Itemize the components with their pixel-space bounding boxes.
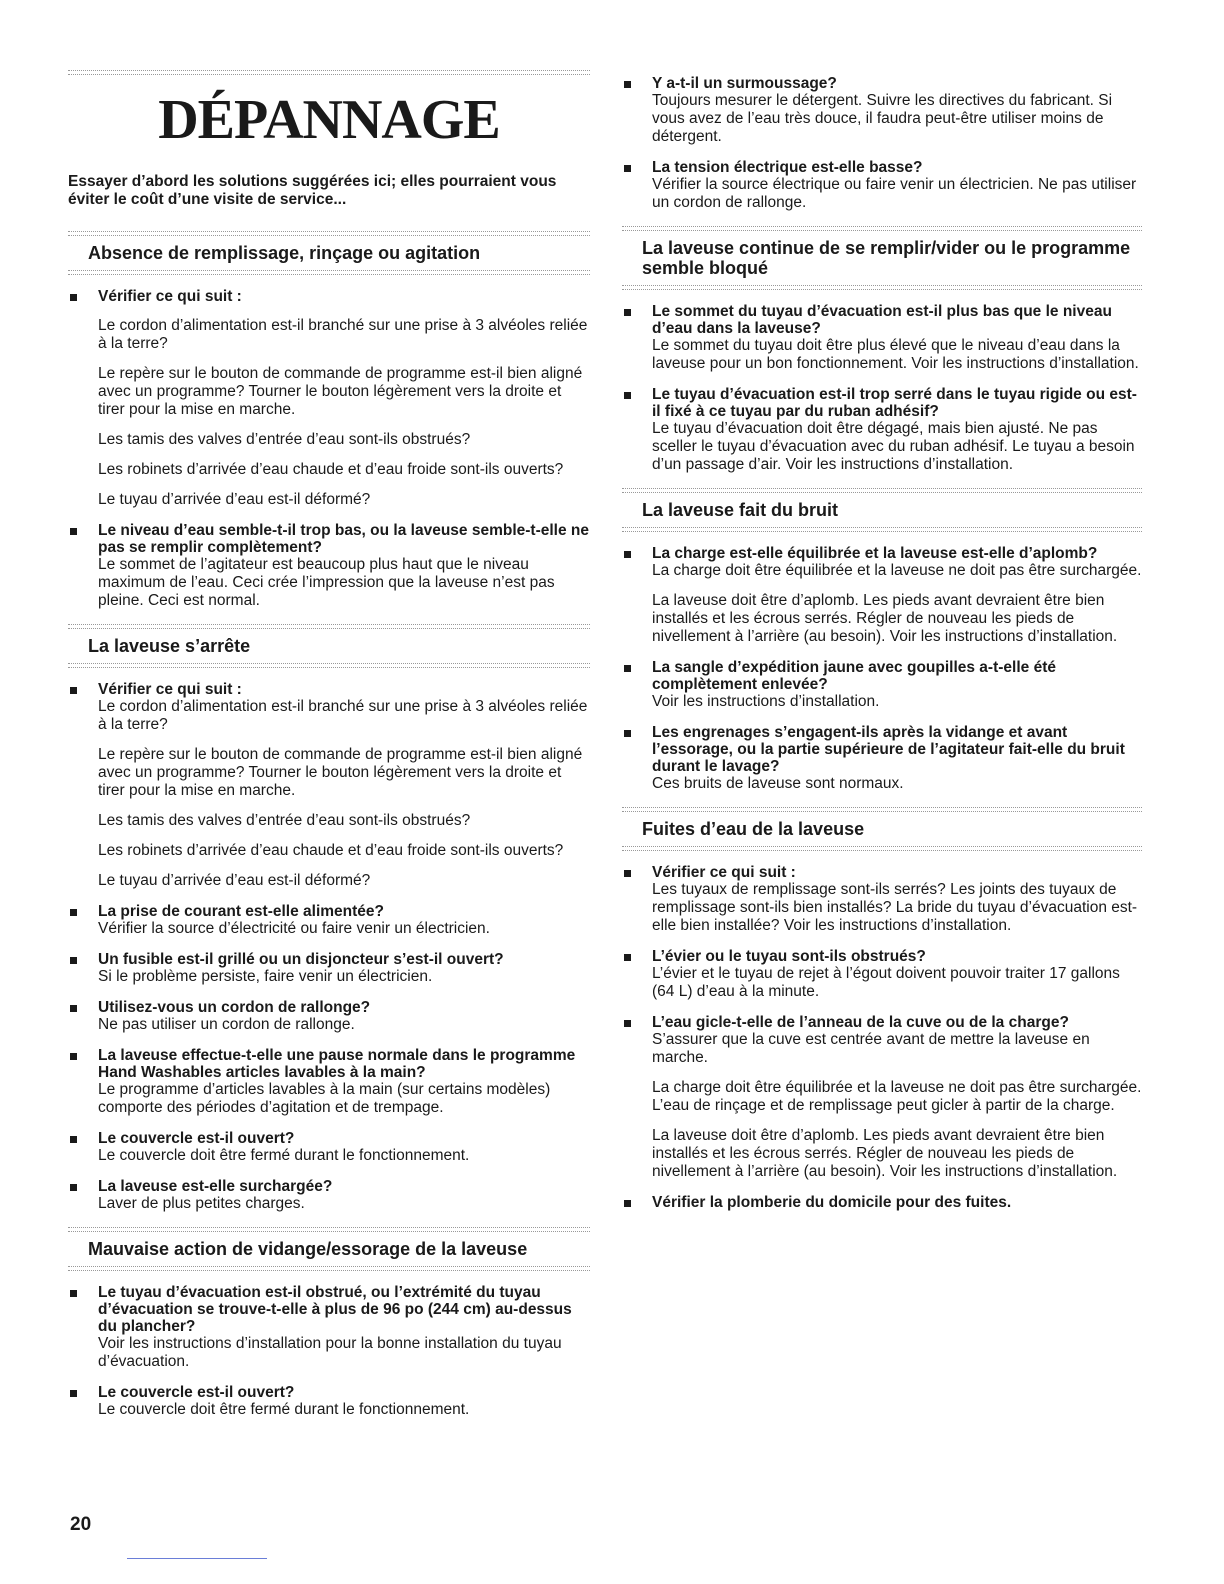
troubleshoot-item: [622, 159, 1142, 212]
item-paragraph: Le cordon d’alimentation est-il branché sur une prise à 3 alvéoles reliée à la terre?: [98, 317, 588, 352]
bullet-icon: [624, 870, 631, 877]
item-answer: Vérifier la source électrique ou faire venir un électricien. Ne pas utiliser un cordon de rallonge.: [652, 176, 1137, 211]
troubleshoot-item: [68, 1130, 590, 1165]
bullet-icon: [624, 551, 631, 558]
troubleshoot-item: [622, 545, 1142, 646]
troubleshoot-item: [68, 681, 590, 890]
troubleshoot-item: [68, 1284, 590, 1371]
bullet-icon: [70, 1390, 77, 1397]
troubleshoot-item: [622, 864, 1142, 935]
item-answer: Vérifier la source d’électricité ou faire venir un électricien.: [98, 920, 490, 937]
page-number: 20: [70, 1514, 92, 1535]
troubleshoot-item: [68, 903, 590, 938]
item-answer: Le sommet du tuyau doit être plus élevé que le niveau d’eau dans la laveuse pour un bon fonctionnement. Voir les instructions d’installation.: [652, 337, 1139, 372]
divider: [622, 285, 1142, 290]
section-heading: La laveuse continue de se remplir/vider ou le programme semble bloqué: [642, 238, 1131, 278]
troubleshoot-item: [622, 386, 1142, 474]
bullet-icon: [624, 1020, 631, 1027]
item-question: Le couvercle est-il ouvert?: [98, 1130, 295, 1147]
item-answer: Les tuyaux de remplissage sont-ils serrés? Les joints des tuyaux de remplissage sont-ils bien installés? La bride du tuyau d’évacuation est-elle bien installée? Voir les instructions d’installation.: [652, 881, 1138, 934]
section-heading: Fuites d’eau de la laveuse: [642, 819, 865, 839]
bullet-icon: [70, 957, 77, 964]
footer-line: [127, 1558, 267, 1559]
item-question: La prise de courant est-elle alimentée?: [98, 903, 384, 920]
item-answer: Toujours mesurer le détergent. Suivre les directives du fabricant. Si vous avez de l’eau très douce, il faudra peut-être utiliser moins de détergent.: [652, 92, 1113, 145]
troubleshoot-item: [622, 303, 1142, 373]
spacer: [68, 610, 590, 624]
item-question: La sangle d’expédition jaune avec goupilles a-t-elle été complètement enlevée?: [652, 659, 1056, 693]
troubleshoot-item: [68, 951, 590, 986]
section-heading: Absence de remplissage, rinçage ou agitation: [88, 243, 481, 263]
divider: [622, 846, 1142, 851]
intro-text: Essayer d’abord les solutions suggérées ici; elles pourraient vous éviter le coût d’une visite de service...: [68, 173, 557, 208]
bullet-icon: [70, 1053, 77, 1060]
bullet-icon: [70, 1136, 77, 1143]
left-column: [68, 0, 590, 1419]
bullet-icon: [70, 1184, 77, 1191]
item-answer: Ces bruits de laveuse sont normaux.: [652, 775, 904, 792]
item-paragraph: La laveuse doit être d’aplomb. Les pieds avant devraient être bien installés et les écrous serrés. Régler de nouveau les pieds de nivellement à l’arrière (au besoin). Voir les instructions d’installation.: [652, 1127, 1118, 1180]
item-question: Un fusible est-il grillé ou un disjoncteur s’est-il ouvert?: [98, 951, 504, 968]
item-answer: Voir les instructions d’installation.: [652, 693, 880, 710]
divider: [68, 270, 590, 275]
section-leaks: [622, 793, 1142, 1211]
item-answer: Ne pas utiliser un cordon de rallonge.: [98, 1016, 355, 1033]
troubleshoot-item: [68, 288, 590, 509]
item-answer: La charge doit être équilibrée et la laveuse ne doit pas être surchargée.: [652, 562, 1142, 579]
troubleshoot-item: [622, 724, 1142, 793]
item-paragraph: Le tuyau d’arrivée d’eau est-il déformé?: [98, 872, 371, 889]
item-question: Le tuyau d’évacuation est-il trop serré dans le tuyau rigide ou est-il fixé à ce tuyau par du ruban adhésif?: [652, 386, 1137, 420]
item-answer: Voir les instructions d’installation pour la bonne installation du tuyau d’évacuation.: [98, 1335, 562, 1370]
section-heading: La laveuse s’arrête: [88, 636, 251, 656]
right-column: [622, 0, 1142, 1211]
item-paragraph: Le repère sur le bouton de commande de programme est-il bien aligné avec un programme? Tourner le bouton légèrement vers la droite et tirer pour la mise en marche.: [98, 365, 583, 418]
item-question: L’évier ou le tuyau sont-ils obstrués?: [652, 948, 926, 965]
section-noise: [622, 474, 1142, 793]
troubleshoot-item: [68, 1384, 590, 1419]
bullet-icon: [624, 954, 631, 961]
item-question: Le sommet du tuyau d’évacuation est-il plus bas que le niveau d’eau dans la laveuse?: [652, 303, 1112, 337]
spacer: [622, 793, 1142, 807]
item-paragraph: Le tuyau d’arrivée d’eau est-il déformé?: [98, 491, 371, 508]
bullet-icon: [70, 294, 77, 301]
item-question: Utilisez-vous un cordon de rallonge?: [98, 999, 371, 1016]
item-question: Vérifier la plomberie du domicile pour des fuites.: [652, 1194, 1012, 1211]
item-question: Vérifier ce qui suit :: [98, 681, 242, 698]
section-fill-drain-loop: [622, 212, 1142, 474]
troubleshoot-item: [68, 1178, 590, 1213]
item-answer: Si le problème persiste, faire venir un électricien.: [98, 968, 433, 985]
section-heading: Mauvaise action de vidange/essorage de la laveuse: [88, 1239, 528, 1259]
spacer: [68, 217, 590, 231]
divider: [68, 663, 590, 668]
item-answer: Le programme d’articles lavables à la main (sur certains modèles) comporte des périodes d’agitation et de trempage.: [98, 1081, 551, 1116]
troubleshoot-item: [622, 1194, 1142, 1211]
item-question: Le couvercle est-il ouvert?: [98, 1384, 295, 1401]
item-paragraph: Les robinets d’arrivée d’eau chaude et d’eau froide sont-ils ouverts?: [98, 842, 564, 859]
item-question: Le tuyau d’évacuation est-il obstrué, ou l’extrémité du tuyau d’évacuation se trouve-t-elle à plus de 96 po (244 cm) au-dessus du plancher?: [98, 1284, 572, 1335]
item-question: Le niveau d’eau semble-t-il trop bas, ou la laveuse semble-t-elle ne pas se remplir complètement?: [98, 522, 589, 556]
troubleshoot-item: [68, 1047, 590, 1117]
bullet-icon: [624, 165, 631, 172]
item-answer: Le cordon d’alimentation est-il branché sur une prise à 3 alvéoles reliée à la terre?: [98, 698, 588, 733]
troubleshoot-item: [68, 522, 590, 610]
item-question: La tension électrique est-elle basse?: [652, 159, 923, 176]
troubleshoot-item: [622, 659, 1142, 711]
divider: [68, 1266, 590, 1271]
section-drain-spin: [68, 1213, 590, 1419]
page-title: DÉPANNAGE: [158, 89, 500, 151]
bullet-icon: [624, 81, 631, 88]
bullet-icon: [624, 730, 631, 737]
section-no-fill: [68, 217, 590, 610]
spacer: [622, 212, 1142, 226]
bullet-icon: [70, 909, 77, 916]
troubleshoot-item: [68, 999, 590, 1034]
item-question: La laveuse est-elle surchargée?: [98, 1178, 333, 1195]
item-question: L’eau gicle-t-elle de l’anneau de la cuve ou de la charge?: [652, 1014, 1069, 1031]
item-paragraph: Le repère sur le bouton de commande de programme est-il bien aligné avec un programme? Tourner le bouton légèrement vers la droite et tirer pour la mise en marche.: [98, 746, 583, 799]
item-paragraph: Les robinets d’arrivée d’eau chaude et d’eau froide sont-ils ouverts?: [98, 461, 564, 478]
bullet-icon: [624, 392, 631, 399]
bullet-icon: [624, 309, 631, 316]
item-answer: Le couvercle doit être fermé durant le fonctionnement.: [98, 1401, 470, 1418]
item-answer: Laver de plus petites charges.: [98, 1195, 305, 1212]
item-question: Les engrenages s’engagent-ils après la vidange et avant l’essorage, ou la partie supérieure de l’agitateur fait-elle du bruit durant le lavage?: [652, 724, 1125, 775]
item-answer: L’évier et le tuyau de rejet à l’égout doivent pouvoir traiter 17 gallons (64 L) d’eau à la minute.: [652, 965, 1120, 1000]
bullet-icon: [624, 665, 631, 672]
item-answer: Le tuyau d’évacuation doit être dégagé, mais bien ajusté. Ne pas sceller le tuyau d’évacuation avec du ruban adhésif. Le tuyau a besoin d’un passage d’air. Voir les instructions d’installation.: [652, 420, 1135, 473]
item-answer: Le sommet de l’agitateur est beaucoup plus haut que le niveau maximum de l’eau. Ceci crée l’impression que la laveuse n’est pas pleine. Ceci est normal.: [98, 556, 555, 609]
divider: [622, 527, 1142, 532]
item-answer: Le couvercle doit être fermé durant le fonctionnement.: [98, 1147, 470, 1164]
item-question: Y a-t-il un surmoussage?: [652, 75, 837, 92]
item-paragraph: La laveuse doit être d’aplomb. Les pieds avant devraient être bien installés et les écrous serrés. Régler de nouveau les pieds de nivellement à l’arrière (au besoin). Voir les instructions d’installation.: [652, 592, 1118, 645]
spacer: [622, 474, 1142, 488]
item-question: La charge est-elle équilibrée et la laveuse est-elle d’aplomb?: [652, 545, 1098, 562]
bullet-icon: [70, 1290, 77, 1297]
item-answer: S’assurer que la cuve est centrée avant de mettre la laveuse en marche.: [652, 1031, 1090, 1066]
section-washer-stops: [68, 610, 590, 1213]
troubleshoot-item: [622, 75, 1142, 146]
section-heading: La laveuse fait du bruit: [642, 500, 839, 520]
item-question: Vérifier ce qui suit :: [98, 288, 242, 305]
divider: [68, 70, 590, 75]
bullet-icon: [70, 1005, 77, 1012]
spacer: [68, 1213, 590, 1227]
item-question: Vérifier ce qui suit :: [652, 864, 796, 881]
bullet-icon: [70, 528, 77, 535]
bullet-icon: [624, 1200, 631, 1207]
troubleshoot-item: [622, 948, 1142, 1001]
item-paragraph: La charge doit être équilibrée et la laveuse ne doit pas être surchargée. L’eau de rinçage et de remplissage peut gicler à partir de la charge.: [652, 1079, 1142, 1114]
troubleshoot-item: [622, 1014, 1142, 1181]
item-paragraph: Les tamis des valves d’entrée d’eau sont-ils obstrués?: [98, 812, 471, 829]
item-paragraph: Les tamis des valves d’entrée d’eau sont-ils obstrués?: [98, 431, 471, 448]
item-question: La laveuse effectue-t-elle une pause normale dans le programme Hand Washables articles lavables à la main?: [98, 1047, 576, 1081]
bullet-icon: [70, 687, 77, 694]
section-continued: [622, 75, 1142, 212]
